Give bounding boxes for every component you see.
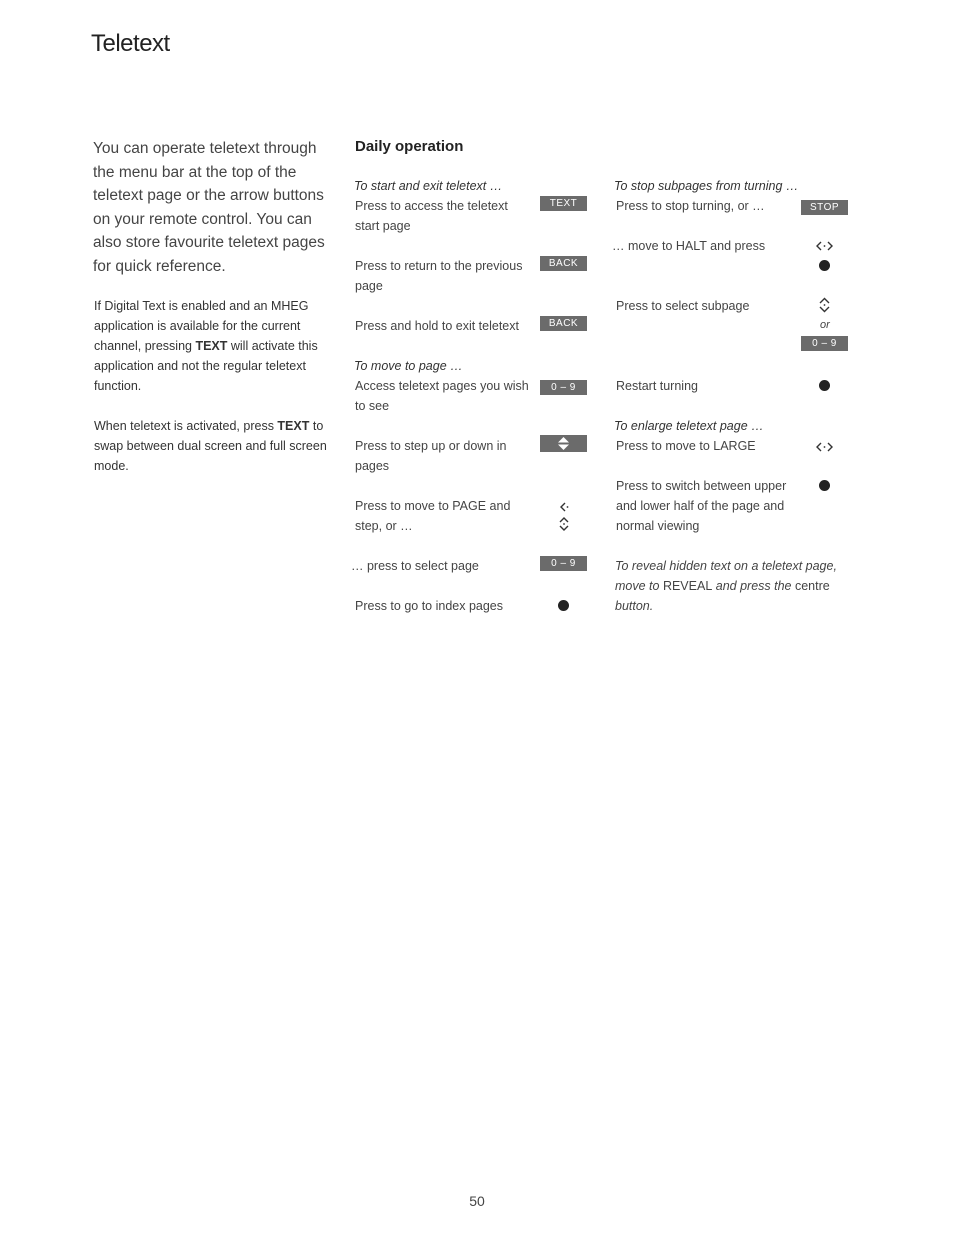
move-to-page-heading: To move to page … [354,359,463,373]
centre-word: centre [794,579,830,593]
left-arrow-and-up-down-icon [557,500,571,532]
move-row1-text: Access teletext pages you wish to see [355,379,529,413]
stop-row4-text: Restart turning [616,379,698,393]
note1-text-b: will activate this application and not the regular teletext function. [94,339,318,393]
centre-button-icon [819,380,830,391]
reveal-text-c: button. [615,599,654,613]
page-title: Teletext [91,30,170,57]
centre-button-icon [819,480,830,491]
move-row3-text: Press to move to PAGE and step, or … [355,499,511,533]
reveal-text-a: To reveal hidden text on a teletext page, move to [615,559,837,593]
note2-text-a: When teletext is activated, press [94,419,278,433]
start-exit-row2-text: Press to return to the previous page [355,259,523,293]
note1-text-key: TEXT [195,339,228,353]
page-number: 50 [469,1193,485,1209]
up-down-icon [818,297,831,313]
centre-button-icon [558,600,569,611]
back-key: BACK [540,256,587,271]
move-row4-text: … press to select page [351,559,479,573]
or-label: or [820,319,830,331]
left-right-arrows-icon [816,441,833,453]
move-row5-text: Press to go to index pages [355,599,504,613]
note2-text-b: to swap between dual screen and full screen mode. [94,419,327,473]
centre-button-icon [819,260,830,271]
reveal-word: REVEAL [662,579,713,593]
start-exit-heading: To start and exit teletext … [354,179,503,193]
move-row2-text: Press to step up or down in pages [355,439,507,473]
stop-row2-text: … move to HALT and press [612,239,766,253]
digits-key: 0 – 9 [801,336,848,351]
stop-key: STOP [801,200,848,215]
enlarge-row2-text: Press to switch between upper and lower half of the page and normal viewing [616,479,787,533]
section-heading: Daily operation [355,138,464,155]
intro-paragraph: You can operate teletext through the menu bar at the top of the teletext page or the arrow buttons on your remote control. You can also store favourite teletext pages for quick reference. [93,140,325,275]
stop-row3-text: Press to select subpage [616,299,750,313]
digits-key: 0 – 9 [540,380,587,395]
text-key: TEXT [540,196,587,211]
up-down-arrows-icon [540,435,587,452]
start-exit-row1-text: Press to access the teletext start page [355,199,508,233]
start-exit-row3-text: Press and hold to exit teletext [355,319,519,333]
left-right-arrows-icon [816,240,833,252]
reveal-text-b: and press the [712,579,795,593]
stop-row1-text: Press to stop turning, or … [616,199,765,213]
note1-text-a: If Digital Text is enabled and an MHEG application is available for the current channel, pressing [94,299,309,353]
note2-text-key: TEXT [277,419,310,433]
reveal-note [615,556,840,616]
stop-subpages-heading: To stop subpages from turning … [614,179,799,193]
digits-key: 0 – 9 [540,556,587,571]
back-key: BACK [540,316,587,331]
digital-text-note [94,296,339,396]
swap-screen-note [94,416,339,476]
enlarge-heading: To enlarge teletext page … [614,419,764,433]
enlarge-row1-text: Press to move to LARGE [616,439,756,453]
